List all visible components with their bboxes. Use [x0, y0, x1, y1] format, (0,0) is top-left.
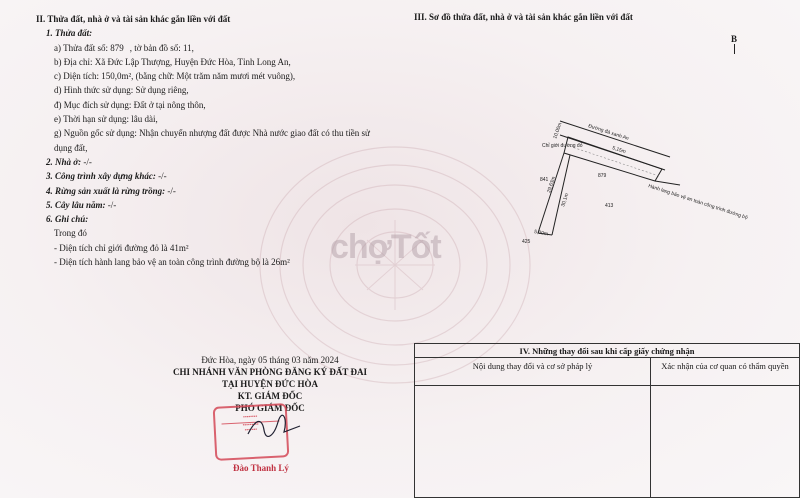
- land-info-section: [36, 12, 396, 269]
- area: c) Diện tích: 150,0m², (bằng chữ: Một trăm năm mươi mét vuông),: [54, 71, 296, 82]
- dimension-1: 10,00m: [552, 121, 564, 140]
- notes-intro: Trong đó: [54, 228, 87, 239]
- signatory-role: KT. GIÁM ĐỐC: [237, 391, 303, 401]
- issuing-office-district: TẠI HUYỆN ĐỨC HÒA: [222, 379, 318, 389]
- usage-term: e) Thời hạn sử dụng: lâu dài,: [54, 114, 158, 125]
- parcel-heading: 1. Thửa đất:: [46, 28, 93, 39]
- redline-label: Chỉ giới đường đỏ: [542, 143, 583, 149]
- changes-cell-content: [415, 386, 651, 498]
- parcel-841-label: 841: [540, 177, 549, 183]
- road-label: Đường đá xanh An: [587, 123, 630, 142]
- official-seal: ▪▪▪▪▪▪▪▪ ▪▪▪▪▪▪▪▪▪ ▪▪▪▪▪▪▪: [213, 403, 290, 461]
- changes-table-title: IV. Những thay đổi sau khi cấp giấy chứng nhận: [415, 344, 800, 358]
- forest-row: 4. Rừng sản xuất là rừng trồng: -/-: [46, 185, 176, 196]
- usage-purpose: đ) Mục đích sử dụng: Đất ở tại nông thôn,: [54, 99, 206, 110]
- dimension-2: 5,15m: [611, 145, 627, 156]
- column-change-content: Nội dung thay đổi và cơ sở pháp lý: [415, 358, 651, 386]
- usage-origin-cont: dụng đất,: [54, 142, 88, 153]
- construction-row: 3. Công trình xây dựng khác: -/-: [46, 171, 167, 182]
- diagram-heading: III. Sơ đồ thửa đất, nhà ở và tài sản khác gắn liền với đất: [414, 12, 633, 22]
- parcel-413-label: 413: [605, 203, 614, 209]
- section-heading: II. Thửa đất, nhà ở và tài sản khác gắn liền với đất: [36, 14, 231, 24]
- perennial-row: 5. Cây lâu năm: -/-: [46, 199, 117, 210]
- parcel-sketch: [520, 115, 749, 255]
- note-corridor: - Diện tích hành lang bảo vệ an toàn công trình đường bộ là 26m²: [54, 257, 290, 268]
- dimension-5: 5,00m: [533, 229, 549, 238]
- dimension-3: 29,63m: [546, 175, 558, 194]
- note-redline: - Diện tích chỉ giới đường đỏ là 41m²: [54, 242, 189, 253]
- column-authority-confirmation: Xác nhận của cơ quan có thẩm quyền: [651, 358, 800, 386]
- signatory-name: Đào Thanh Lý: [233, 463, 289, 473]
- north-arrow: B: [729, 34, 739, 54]
- signatory-title: PHÓ GIÁM ĐỐC: [235, 403, 305, 413]
- dimension-4: 30,1m: [560, 192, 571, 208]
- address: b) Địa chỉ: Xã Đức Lập Thượng, Huyện Đức Hòa, Tỉnh Long An,: [54, 56, 291, 67]
- changes-table: [414, 343, 800, 498]
- issuing-office: CHI NHÁNH VĂN PHÒNG ĐĂNG KÝ ĐẤT ĐAI: [173, 367, 367, 377]
- usage-form: d) Hình thức sử dụng: Sử dụng riêng,: [54, 85, 189, 96]
- parcel-879-label: 879: [598, 173, 607, 179]
- usage-origin: g) Nguồn gốc sử dụng: Nhận chuyển nhượng đất được Nhà nước giao đất có thu tiền sử: [54, 128, 370, 139]
- watermark-text: chợTốt: [330, 228, 441, 266]
- parcel-number: a) Thửa đất số: 879 , tờ bản đồ số: 11,: [54, 42, 194, 53]
- corridor-label: Hành lang bảo vệ an toàn công trình đường bộ: [647, 183, 749, 222]
- notes-heading: 6. Ghi chú:: [46, 214, 89, 225]
- issue-date: Đức Hòa, ngày 05 tháng 03 năm 2024: [201, 355, 339, 365]
- parcel-425-label: 425: [522, 239, 531, 245]
- handwritten-signature: [244, 412, 304, 442]
- house-row: 2. Nhà ở: -/-: [46, 156, 92, 167]
- changes-cell-confirmation: [651, 386, 800, 498]
